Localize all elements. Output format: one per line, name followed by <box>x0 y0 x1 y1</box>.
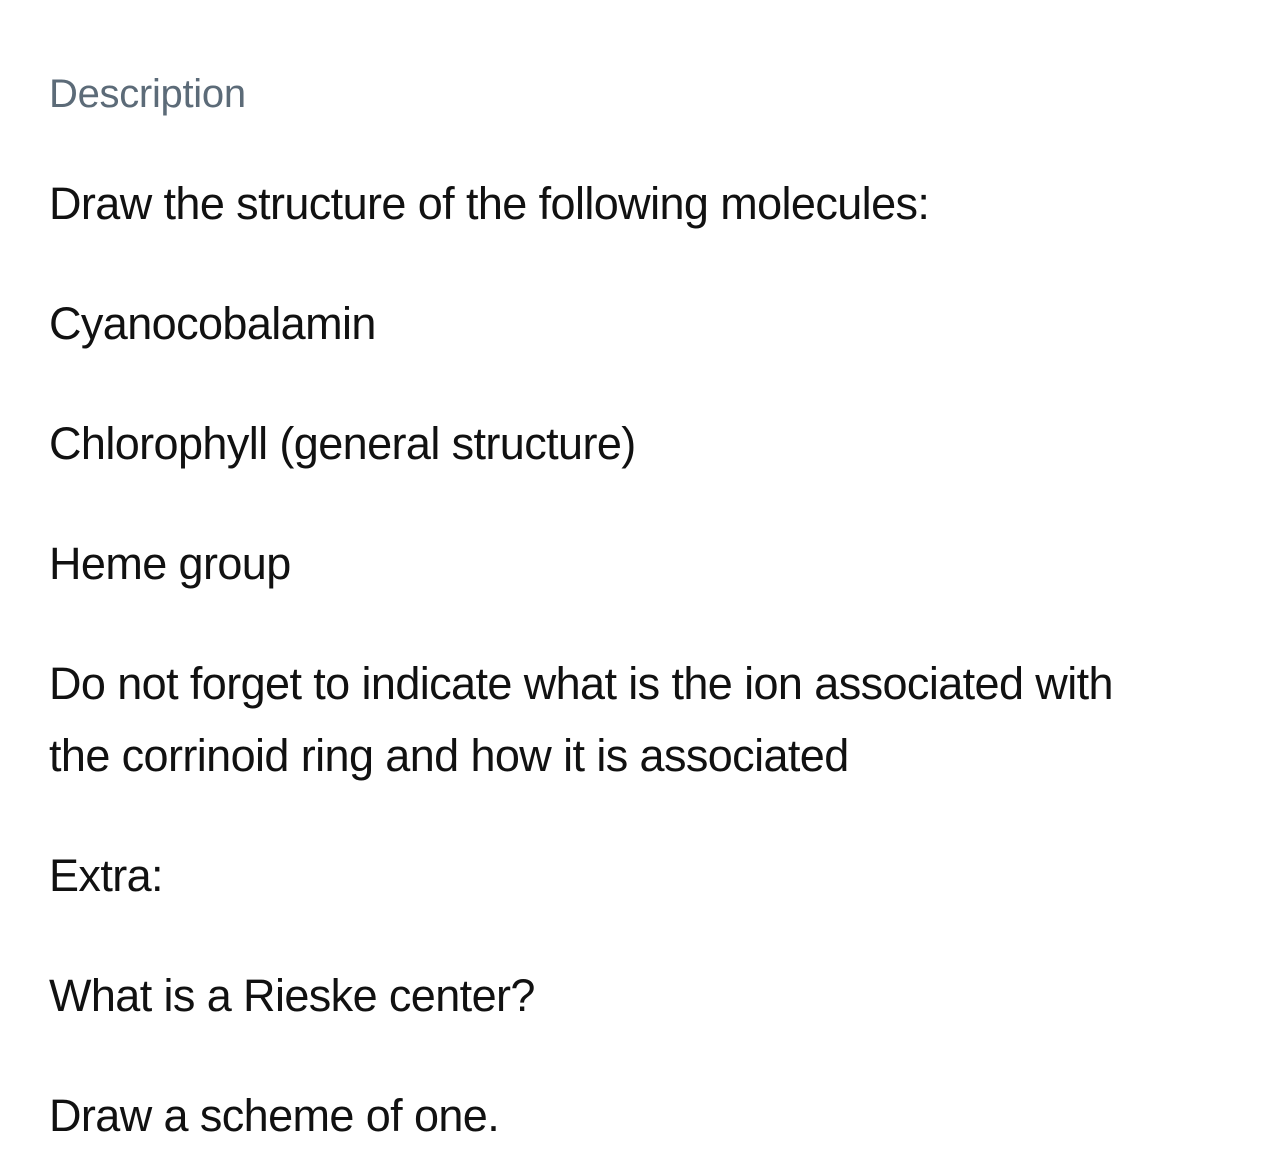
molecule-heme-group: Heme group <box>49 538 291 589</box>
extra-heading: Extra: <box>49 850 163 901</box>
ion-note-paragraph: Do not forget to indicate what is the ion associated with the corrinoid ring and how it is associated <box>49 658 1113 781</box>
instruction-paragraph: Draw the structure of the following molecules: <box>49 178 930 229</box>
molecule-chlorophyll: Chlorophyll (general structure) <box>49 418 636 469</box>
description-heading: Description <box>49 72 246 116</box>
rieske-scheme-instruction: Draw a scheme of one. <box>49 1090 500 1141</box>
rieske-question: What is a Rieske center? <box>49 970 535 1021</box>
molecule-cyanocobalamin: Cyanocobalamin <box>49 298 376 349</box>
